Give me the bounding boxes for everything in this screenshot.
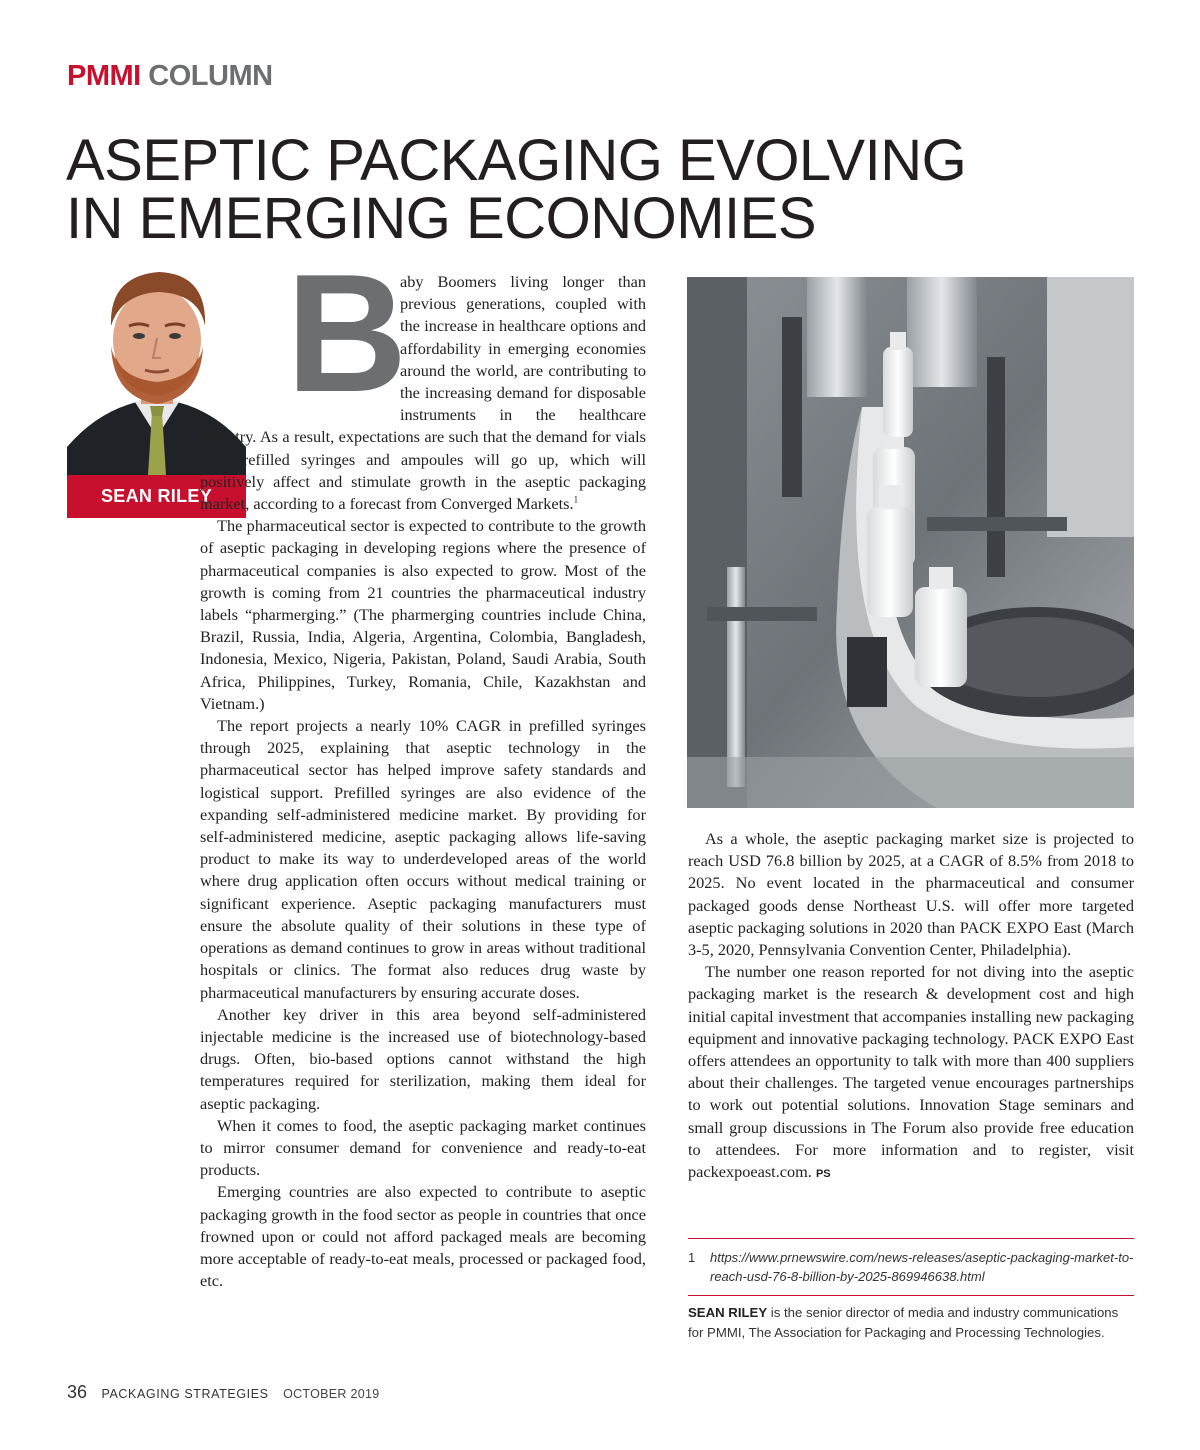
- footnote-number: 1: [688, 1250, 696, 1265]
- article-paragraph-3: The report projects a nearly 10% CAGR in prefilled syringes through 2025, explaining that aseptic technology in the pharmaceutical sector has helped improve safety standards and logistical support. Prefilled syringes are also evidence of the expanding self-administered medicine market. By providing for self-administered medicine, aseptic packaging allows life-saving product to make its way to underdeveloped areas of the world where drug application often occurs without medical training or significant experience. Aseptic packaging manufacturers must ensure the absolute quality of their solutions in these type of operations as demand continues to grow in areas without traditional hospitals or clinics. The format also reduces drug waste by pharmaceutical manufacturers by ensuring accurate doses.: [200, 716, 646, 1002]
- bio-name: SEAN RILEY: [688, 1305, 768, 1320]
- article-paragraph-5: When it comes to food, the aseptic packaging market continues to mirror consumer demand for convenience and ready-to-eat products.: [200, 1115, 646, 1180]
- article-paragraph-7: As a whole, the aseptic packaging market size is projected to reach USD 76.8 billion by 2025, at a CAGR of 8.5% from 2018 to 2025. No event located in the pharmaceutical and consumer packaged goods dense Northeast U.S. will offer more targeted aseptic packaging solutions in 2020 than PACK EXPO East (March 3-5, 2020, Pennsylvania Convention Center, Philadelphia).: [688, 829, 1134, 960]
- bio-divider: [688, 1295, 1134, 1296]
- article-paragraph-6: Emerging countries are also expected to contribute to aseptic packaging growth in the food sector as people in countries that once frowned upon or could not afford packaged meals are becoming more acceptable of ready-to-eat meals, processed or packaged food, etc.: [200, 1182, 646, 1291]
- article-paragraph-2: The pharmaceutical sector is expected to contribute to the growth of aseptic packaging in developing regions where the presence of pharmaceutical companies is also expected to grow. Most of the growth is coming from 21 countries the pharmaceutical industry labels “pharmerging.” (The pharmerging countries include China, Brazil, Russia, India, Algeria, Argentina, Colombia, Bangladesh, Indonesia, Mexico, Nigeria, Pakistan, Poland, Saudi Arabia, South Africa, Philippines, Turkey, Romania, Chile, Kazakhstan and Vietnam.): [200, 516, 646, 713]
- footnote-url: https://www.prnewswire.com/news-releases/aseptic-packaging-market-to-reach-usd-76-8-billion-by-2025-869946638.html: [710, 1250, 1134, 1284]
- dropcap: B: [286, 239, 408, 427]
- article-column-right: [688, 828, 1134, 1185]
- article-paragraph-8: The number one reason reported for not diving into the aseptic packaging market is the research & development cost and high initial capital investment that accompanies installing new packaging equipment and innovative packaging technology. PACK EXPO East offers attendees an opportunity to talk with more than 400 suppliers about their challenges. The targeted venue encourages partnerships to work out potential solutions. Innovation Stage seminars and small group discussions in The Forum also provide free education to attendees. For more information and to register, visit packexpoeast.com. PS: [688, 962, 1134, 1182]
- issue-date: OCTOBER 2019: [283, 1387, 380, 1401]
- kicker-column: COLUMN: [148, 60, 273, 92]
- article-paragraph-4: Another key driver in this area beyond self-administered injectable medicine is the increased use of biotechnology-based drugs. Often, bio-based options cannot withstand the high temperatures required for sterilization, making them ideal for aseptic packaging.: [200, 1004, 646, 1113]
- bottling-line-photo: [687, 277, 1134, 808]
- footnote-divider: [688, 1238, 1134, 1239]
- column-kicker: [67, 60, 273, 93]
- kicker-pmmi: PMMI: [67, 60, 141, 92]
- headline: [66, 128, 1066, 251]
- page-footer: [67, 1382, 380, 1403]
- end-mark: PS: [815, 1168, 831, 1181]
- magazine-name: PACKAGING STRATEGIES: [101, 1387, 269, 1401]
- bio-text: is the senior director of media and industry communications for PMMI, The Association for Packaging and Processing Technologies.: [688, 1305, 1119, 1340]
- author-name-badge: SEAN RILEY: [67, 475, 246, 518]
- headline-line-1: ASEPTIC PACKAGING EVOLVING: [66, 128, 967, 193]
- page-number: 36: [67, 1382, 88, 1402]
- article-paragraph-1: B aby Boomers living longer than previous generations, coupled with the increase in healthcare options and affordability in emerging economies around the world, are contributing to the increasing demand for disposable instruments in the healthcare industry. As a result, expectations are such that the demand for vials and prefilled syringes and ampoules will go up, which will positively affect and stimulate growth in the aseptic packaging market, according to a forecast from Converged Markets.$^1$: [200, 239, 646, 514]
- article-column-left: [200, 239, 646, 1292]
- author-bio: [688, 1303, 1134, 1342]
- headline-line-2: IN EMERGING ECONOMIES: [66, 186, 817, 251]
- footnote: [688, 1248, 1134, 1286]
- footnote-reference: 1: [573, 494, 579, 505]
